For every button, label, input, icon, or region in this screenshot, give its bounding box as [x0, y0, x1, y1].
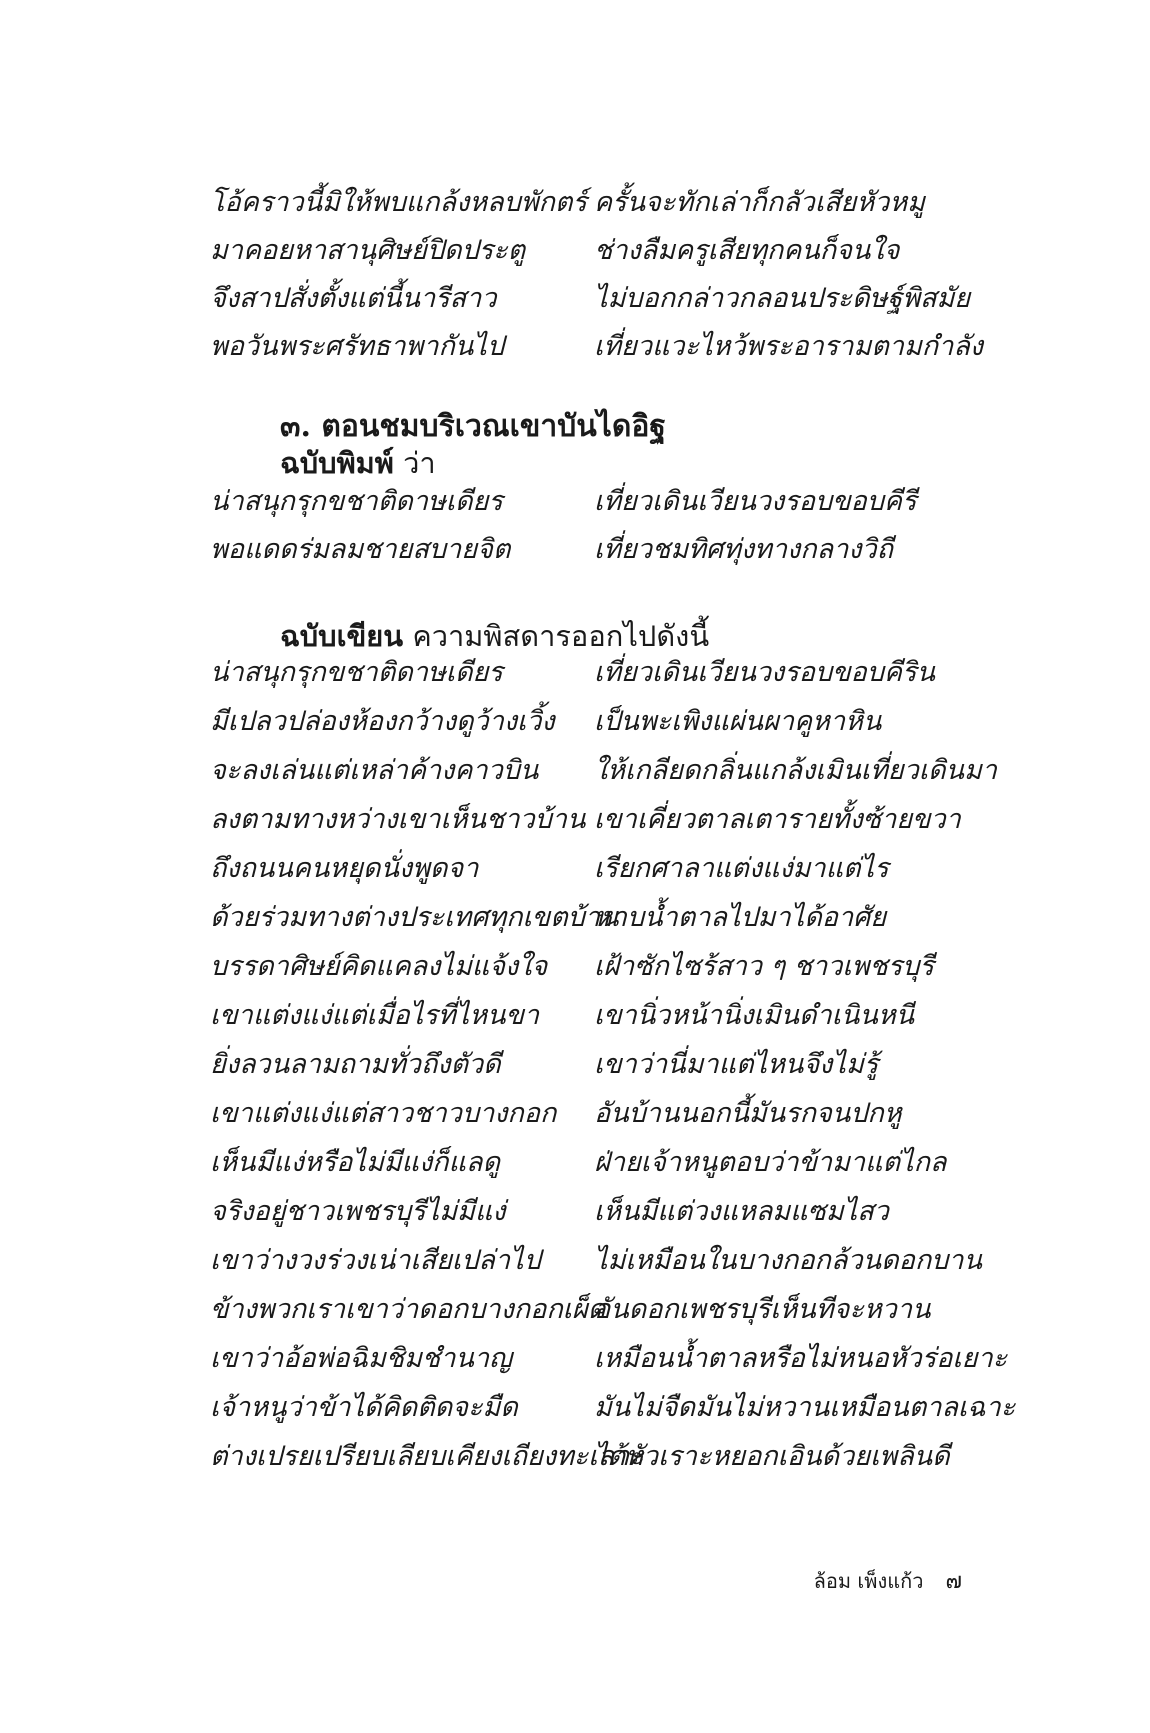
couplet — [210, 484, 1030, 532]
verse-first-half: เขาว่าอ้อพ่อฉิมชิมชำนาญ — [210, 1343, 513, 1374]
couplet — [210, 329, 1030, 377]
print-suffix: ว่า — [393, 446, 436, 480]
verse-block-print — [210, 484, 1030, 580]
verse-first-half: ถึงถนนคนหยุดนั่งพูดจา — [210, 853, 479, 884]
verse-second-half: เที่ยวเดินเวียนวงรอบขอบคีริน — [594, 657, 935, 688]
verse-second-half: ไม่บอกกล่าวกลอนประดิษฐ์พิสมัย — [594, 283, 971, 314]
couplet — [210, 1439, 1030, 1488]
print-version-label — [280, 440, 436, 486]
verse-second-half: เที่ยวชมทิศทุ่งทางกลางวิถี — [594, 534, 893, 565]
verse-first-half: จริงอยู่ชาวเพชรบุรีไม่มีแง่ — [210, 1196, 506, 1227]
verse-second-half: ได้หัวเราะหยอกเอินด้วยเพลินดี — [594, 1441, 950, 1472]
verse-second-half: เขานิ่วหน้านิ่งเมินดำเนินหนี — [594, 1000, 915, 1031]
written-label: ฉบับเขียน — [280, 619, 404, 653]
written-suffix: ความพิสดารออกไปดังนี้ — [403, 619, 710, 653]
couplet — [210, 998, 1030, 1047]
verse-second-half: ฝ่ายเจ้าหนูตอบว่าข้ามาแต่ไกล — [594, 1147, 947, 1178]
couplet — [210, 185, 1030, 233]
verse-first-half: น่าสนุกรุกขชาติดาษเดียร — [210, 657, 503, 688]
couplet — [210, 1194, 1030, 1243]
page-number: ๗ — [945, 1569, 962, 1594]
verse-block-intro — [210, 185, 1030, 377]
verse-second-half: เรียกศาลาแต่งแง่มาแต่ไร — [594, 853, 889, 884]
page-footer — [814, 1563, 962, 1598]
verse-first-half: ลงตามทางหว่างเขาเห็นชาวบ้าน — [210, 804, 586, 835]
couplet — [210, 753, 1030, 802]
verse-first-half: พอวันพระศรัทธาพากันไป — [210, 331, 504, 362]
verse-second-half: เขาว่านี่มาแต่ไหนจึงไม่รู้ — [594, 1049, 879, 1080]
couplet — [210, 1292, 1030, 1341]
verse-second-half: เที่ยวเดินเวียนวงรอบขอบคีรี — [594, 486, 917, 517]
verse-first-half: จึงสาปสั่งตั้งแต่นี้นารีสาว — [210, 283, 497, 314]
verse-first-half: น่าสนุกรุกขชาติดาษเดียร — [210, 486, 503, 517]
couplet — [210, 704, 1030, 753]
verse-second-half: เป็นพะเพิงแผ่นผาคูหาหิน — [594, 706, 882, 737]
couplet — [210, 233, 1030, 281]
verse-first-half: จะลงเล่นแต่เหล่าค้างคาวบิน — [210, 755, 539, 786]
couplet — [210, 1390, 1030, 1439]
verse-block-written — [210, 655, 1030, 1488]
couplet — [210, 802, 1030, 851]
verse-first-half: ด้วยร่วมทางต่างประเทศทุกเขตบ้าน — [210, 902, 619, 933]
verse-second-half: มันไม่จืดมันไม่หวานเหมือนตาลเฉาะ — [594, 1392, 1016, 1423]
couplet — [210, 851, 1030, 900]
verse-first-half: มีเปลวปล่องห้องกว้างดูว้างเวิ้ง — [210, 706, 555, 737]
verse-second-half: ครั้นจะทักเล่าก็กลัวเสียหัวหมู — [594, 187, 925, 218]
verse-second-half: อันบ้านนอกนี้มันรกจนปกหู — [594, 1098, 902, 1129]
verse-first-half: เขาแต่งแง่แต่เมื่อไรที่ไหนขา — [210, 1000, 540, 1031]
verse-second-half: ให้เกลียดกลิ่นแกล้งเมินเที่ยวเดินมา — [594, 755, 997, 786]
verse-second-half: อันดอกเพชรบุรีเห็นทีจะหวาน — [594, 1294, 931, 1325]
verse-first-half: โอ้คราวนี้มิให้พบแกล้งหลบพักตร์ — [210, 187, 587, 218]
verse-second-half: ช่างลืมครูเสียทุกคนก็จนใจ — [594, 235, 900, 266]
couplet — [210, 1145, 1030, 1194]
couplet — [210, 1243, 1030, 1292]
verse-first-half: ต่างเปรยเปรียบเลียบเคียงเถียงทะเลาะ — [210, 1441, 644, 1472]
verse-first-half: ยิ่งลวนลามถามทั่วถึงตัวดี — [210, 1049, 501, 1080]
verse-first-half: เขาแต่งแง่แต่สาวชาวบางกอก — [210, 1098, 557, 1129]
verse-first-half: เขาว่างวงร่วงเน่าเสียเปล่าไป — [210, 1245, 541, 1276]
couplet — [210, 532, 1030, 580]
verse-first-half: เห็นมีแง่หรือไม่มีแง่ก็แลดู — [210, 1147, 500, 1178]
verse-second-half: ไม่เหมือนในบางกอกล้วนดอกบาน — [594, 1245, 982, 1276]
verse-second-half: หาบน้ำตาลไปมาได้อาศัย — [594, 902, 887, 933]
verse-second-half: เหมือนน้ำตาลหรือไม่หนอหัวร่อเยาะ — [594, 1343, 1008, 1374]
couplet — [210, 655, 1030, 704]
verse-first-half: เจ้าหนูว่าข้าได้คิดติดจะมืด — [210, 1392, 518, 1423]
couplet — [210, 1341, 1030, 1390]
verse-first-half: ข้างพวกเราเขาว่าดอกบางกอกเผ็ด — [210, 1294, 606, 1325]
verse-second-half: เห็นมีแต่วงแหลมแซมไสว — [594, 1196, 889, 1227]
couplet — [210, 949, 1030, 998]
verse-second-half: เฝ้าซักไซร้สาว ๆ ชาวเพชรบุรี — [594, 951, 934, 982]
print-label: ฉบับพิมพ์ — [280, 446, 394, 480]
author-name: ล้อม เพ็งแก้ว — [813, 1569, 924, 1593]
verse-first-half: พอแดดร่มลมชายสบายจิต — [210, 534, 511, 565]
couplet — [210, 1096, 1030, 1145]
verse-second-half: เขาเคี่ยวตาลเตารายทั้งซ้ายขวา — [594, 804, 961, 835]
verse-first-half: มาคอยหาสานุศิษย์ปิดประตู — [210, 235, 526, 266]
couplet — [210, 900, 1030, 949]
written-version-label — [280, 613, 709, 659]
couplet — [210, 281, 1030, 329]
couplet — [210, 1047, 1030, 1096]
verse-second-half: เที่ยวแวะไหว้พระอารามตามกำลัง — [594, 331, 983, 362]
verse-first-half: บรรดาศิษย์คิดแคลงไม่แจ้งใจ — [210, 951, 548, 982]
section-heading: ๓. ตอนชมบริเวณเขาบันไดอิฐ — [280, 409, 666, 444]
